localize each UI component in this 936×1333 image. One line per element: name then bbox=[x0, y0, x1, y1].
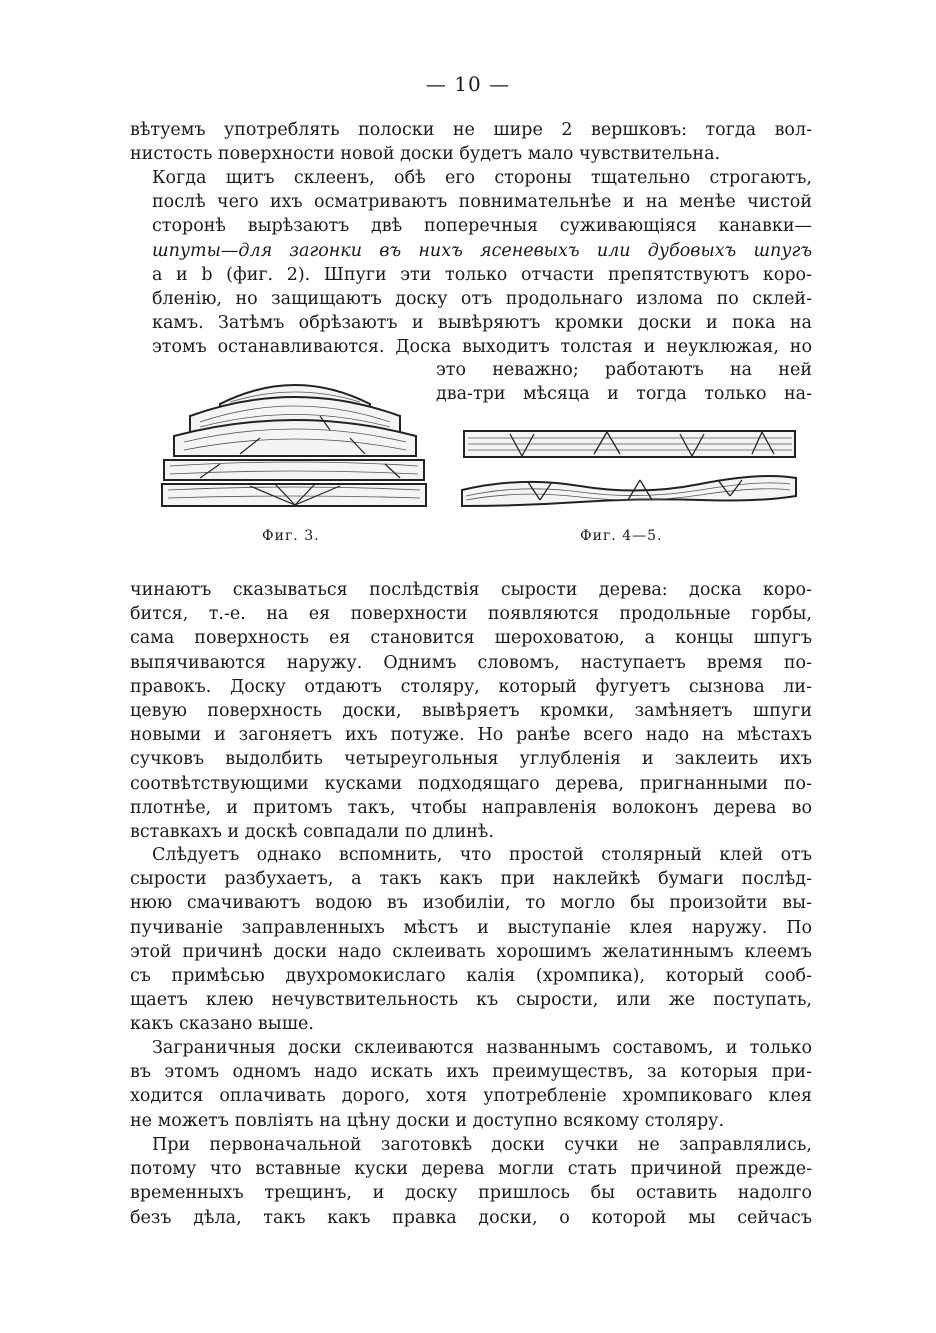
figure-3-caption: Фиг. 3. bbox=[262, 528, 320, 544]
text-line: съ примѣсью двухромокислаго калiя (хромпика), который сооб- bbox=[130, 966, 812, 987]
paragraph-2-wrap bbox=[436, 358, 812, 406]
text-line: вѣтуемъ употреблять полоски не шире 2 вершковъ: тогда вол- bbox=[130, 120, 812, 140]
text-line: соотвѣтствующими кусками подходящаго дерева, пригнанными по- bbox=[130, 773, 812, 794]
text-line: послѣ чего ихъ осматриваютъ повнимательнѣе и на менѣе чистой bbox=[152, 192, 812, 213]
text-line: въ этомъ одномъ надо искать ихъ преимуществъ, за которыя при- bbox=[130, 1062, 812, 1083]
text-line: новыми и загоняетъ ихъ потуже. Но ранѣе всего надо на мѣстахъ bbox=[130, 725, 812, 746]
text-line: Когда щитъ склеенъ, обѣ его стороны тщательно строгаютъ, bbox=[152, 168, 812, 188]
text-line: вставкахъ и доскѣ совпадали по длинѣ. bbox=[130, 822, 494, 843]
text-line: правокъ. Доску отдаютъ столяру, который фугуетъ сызнова ли- bbox=[130, 676, 812, 697]
text-line: два-три мѣсяца и тогда только на- bbox=[436, 384, 812, 405]
text-line: это неважно; работаютъ на ней bbox=[436, 360, 812, 380]
text-line: бится, т.-е. на ея поверхности появляются продольные горбы, bbox=[130, 604, 812, 625]
paragraph-4 bbox=[130, 843, 812, 1037]
text-line: a и b (фиг. 2). Шпуги эти только отчасти препятствуютъ коро- bbox=[152, 264, 812, 285]
figure-4-5-caption: Фиг. 4—5. bbox=[580, 528, 663, 544]
paragraph-2 bbox=[130, 166, 812, 360]
text-line: временныхъ трещинъ, и доску пришлось бы оставить надолго bbox=[130, 1183, 812, 1204]
text-line: чинаютъ сказываться послѣдствiя сырости дерева: доска коро- bbox=[130, 580, 812, 600]
text-line: не можетъ повлiять на цѣну доски и доступно всякому столяру. bbox=[130, 1110, 725, 1131]
text-line: выпячиваются наружу. Однимъ словомъ, наступаетъ время по- bbox=[130, 652, 812, 673]
text-line: шпуты—для загонки въ нихъ ясеневыхъ или дубовыхъ шпугъ bbox=[152, 240, 812, 261]
text-line: сучковъ выдолбить четыреугольныя углубленiя и заклеить ихъ bbox=[130, 749, 812, 770]
text-line: щаетъ клею нечувствительность къ сырости, или же поступать, bbox=[130, 990, 812, 1011]
text-line: сырости разбухаетъ, а такъ какъ при наклейкѣ бумаги послѣд- bbox=[130, 869, 812, 890]
text-line: камъ. Затѣмъ обрѣзаютъ и вывѣряютъ кромки доски и пока на bbox=[152, 313, 812, 334]
text-line: При первоначальной заготовкѣ доски сучки не заправлялись, bbox=[152, 1135, 812, 1155]
text-line: какъ сказано выше. bbox=[130, 1014, 314, 1035]
text-line: пучиванiе заправленныхъ мѣстъ и выступанiе клея наружу. По bbox=[130, 917, 812, 938]
paragraph-1 bbox=[130, 118, 812, 166]
text-line: цевую поверхность доски, вывѣряетъ кромки, замѣняетъ шпуги bbox=[130, 701, 812, 722]
text-line: этой причинѣ доски надо склеивать хорошимъ желатиннымъ клеемъ bbox=[130, 941, 812, 962]
figure-3-illustration bbox=[160, 372, 430, 512]
text-line: нюю смачиваютъ водою въ изобилiи, то могло бы произойти вы- bbox=[130, 893, 812, 914]
paragraph-6 bbox=[130, 1133, 812, 1230]
text-line: потому что вставные куски дерева могли стать причиной прежде- bbox=[130, 1159, 812, 1180]
paragraph-3 bbox=[130, 578, 812, 844]
text-line: Заграничныя доски склеиваются названнымъ составомъ, и только bbox=[152, 1038, 812, 1058]
text-line: Слѣдуетъ однако вспомнить, что простой столярный клей отъ bbox=[152, 845, 812, 865]
page-number: — 10 — bbox=[425, 72, 511, 96]
text-line: этомъ останавливаются. Доска выходитъ толстая и неуклюжая, но bbox=[152, 337, 812, 358]
text-line: сама поверхность ея становится шероховатою, а концы шпугъ bbox=[130, 628, 812, 649]
text-line: нистость поверхности новой доски будетъ мало чувствительна. bbox=[130, 144, 721, 165]
figure-5-illustration bbox=[460, 470, 798, 510]
paragraph-5 bbox=[130, 1036, 812, 1133]
text-line: сторонѣ вырѣзаютъ двѣ поперечныя суживающiяся канавки— bbox=[152, 216, 812, 237]
text-line: ходится оплачивать дорого, хотя употребленiе хромпиковаго клея bbox=[130, 1086, 812, 1107]
text-line: безъ дѣла, такъ какъ правка доски, о которой мы сейчасъ bbox=[130, 1207, 812, 1228]
figure-4-illustration bbox=[462, 428, 797, 460]
text-line: бленiю, но защищаютъ доску отъ продольнаго излома по склей- bbox=[152, 289, 812, 310]
text-line: плотнѣе, и притомъ такъ, чтобы направленiя волоконъ дерева во bbox=[130, 797, 812, 818]
